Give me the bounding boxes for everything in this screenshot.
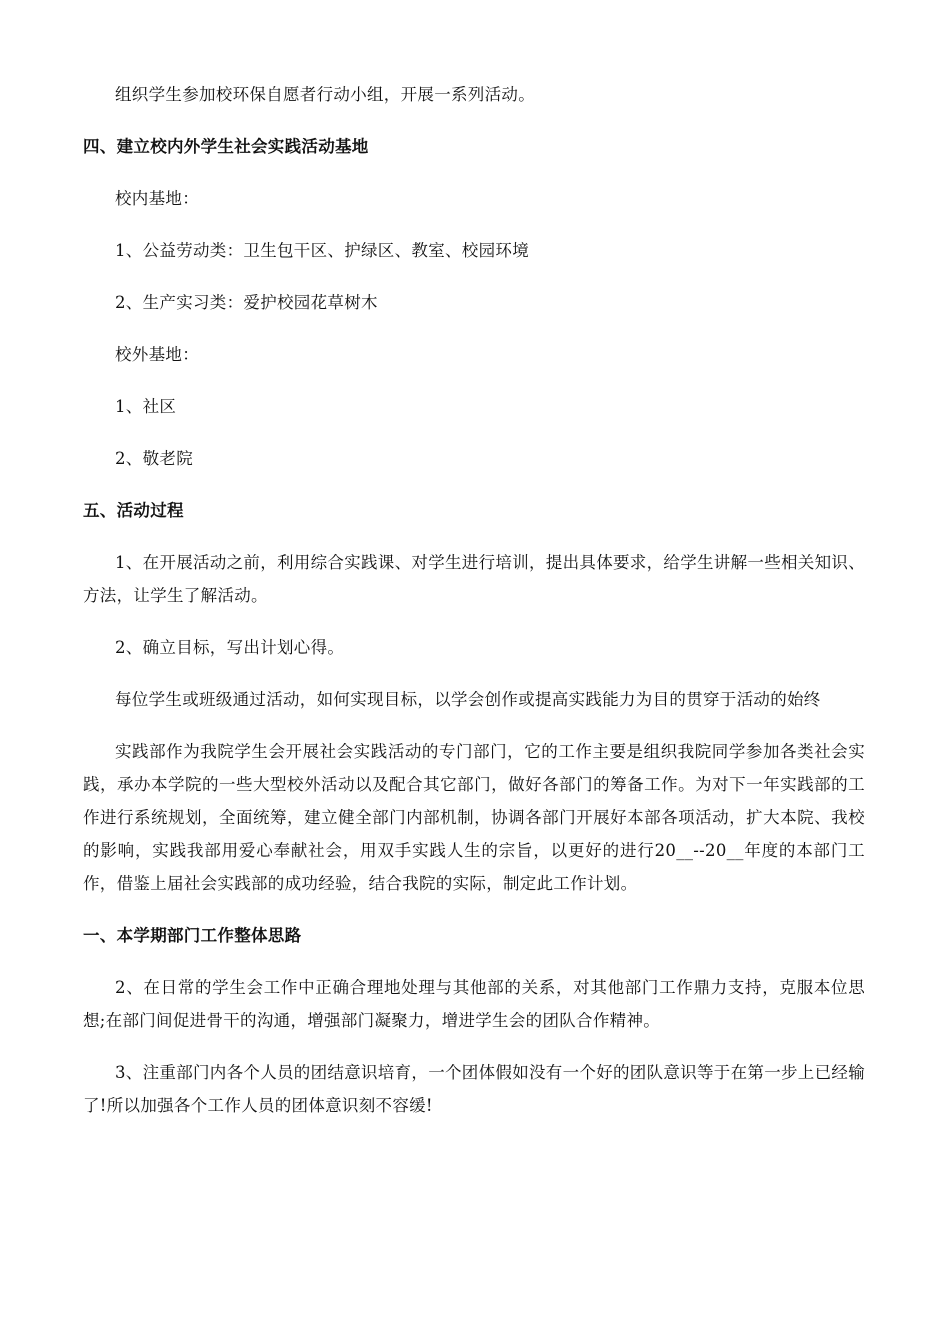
paragraph: 实践部作为我院学生会开展社会实践活动的专门部门，它的工作主要是组织我院同学参加各类社会实践，承办本学院的一些大型校外活动以及配合其它部门，做好各部门的筹备工作。为对下一年实践部的工作进行系统规划，全面统筹，建立健全部门内部机制，协调各部门开展好本部各项活动，扩大本院、我校的影响，实践我部用爱心奉献社会，用双手实践人生的宗旨，以更好的进行20__--20__年度的本部门工作，借鉴上届社会实践部的成功经验，结合我院的实际，制定此工作计划。 [83,742,865,893]
section-heading: 五、活动过程 [83,501,184,520]
list-item: 1、社区 [115,397,177,416]
paragraph: 组织学生参加校环保自愿者行动小组，开展一系列活动。 [115,85,535,104]
paragraph: 2、确立目标，写出计划心得。 [115,638,345,657]
list-item: 1、公益劳动类：卫生包干区、护绿区、教室、校园环境 [115,241,529,260]
paragraph: 校内基地： [115,189,199,208]
section-heading: 四、建立校内外学生社会实践活动基地 [83,137,369,156]
paragraph: 每位学生或班级通过活动，如何实现目标，以学会创作或提高实践能力为目的贯穿于活动的始终 [115,690,821,709]
paragraph: 2、在日常的学生会工作中正确合理地处理与其他部的关系，对其他部门工作鼎力支持，克服本位思想;在部门间促进骨干的沟通，增强部门凝聚力，增进学生会的团队合作精神。 [83,978,865,1030]
paragraph: 校外基地： [115,345,199,364]
paragraph: 3、注重部门内各个人员的团结意识培育，一个团体假如没有一个好的团队意识等于在第一步上已经输了!所以加强各个工作人员的团体意识刻不容缓! [83,1063,865,1115]
list-item: 2、生产实习类：爱护校园花草树木 [115,293,378,312]
list-item: 2、敬老院 [115,449,193,468]
paragraph: 1、在开展活动之前，利用综合实践课、对学生进行培训，提出具体要求，给学生讲解一些相关知识、方法，让学生了解活动。 [83,553,865,605]
section-heading: 一、本学期部门工作整体思路 [83,926,302,945]
document-body [83,78,865,1122]
